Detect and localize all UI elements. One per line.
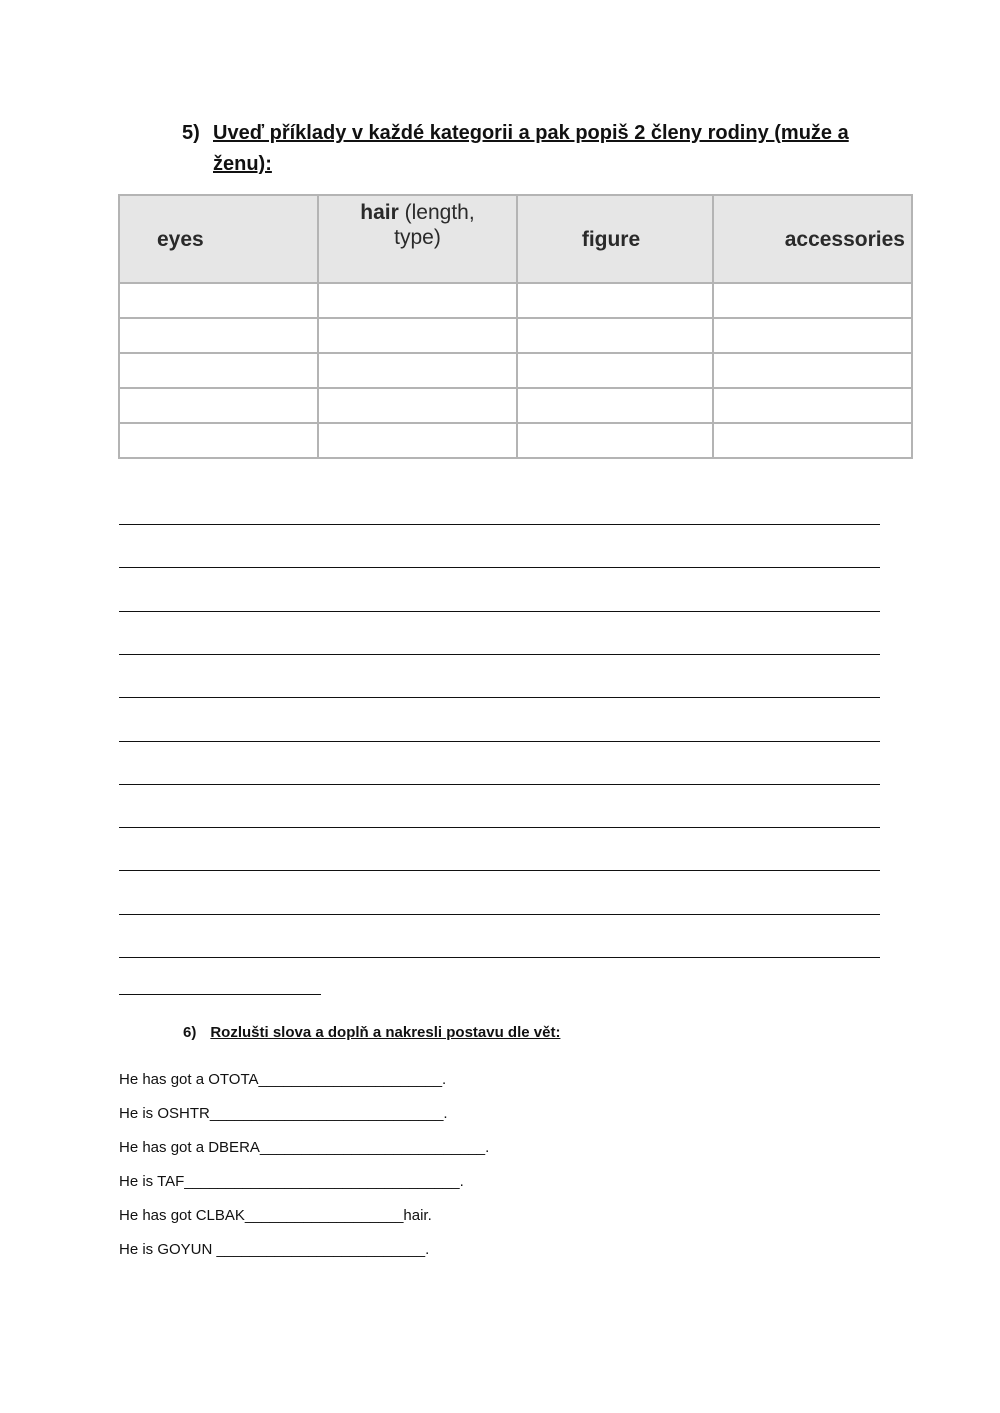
writing-line[interactable] <box>119 870 880 871</box>
table-cell[interactable] <box>713 423 912 458</box>
header-eyes: eyes <box>119 195 318 283</box>
table-cell[interactable] <box>318 388 517 423</box>
writing-line[interactable] <box>119 524 880 525</box>
writing-line[interactable] <box>119 914 880 915</box>
table-cell[interactable] <box>713 318 912 353</box>
writing-line[interactable] <box>119 611 880 612</box>
table-cell[interactable] <box>119 318 318 353</box>
sentence-item: He is GOYUN _________________________. <box>119 1241 430 1258</box>
table-row <box>119 318 912 353</box>
table-cell[interactable] <box>318 283 517 318</box>
table-cell[interactable] <box>517 318 713 353</box>
header-accessories: accessories <box>713 195 912 283</box>
header-hair: hair (length, type) <box>318 195 517 283</box>
sentence-item: He has got a DBERA___________________________. <box>119 1139 490 1156</box>
table-cell[interactable] <box>517 423 713 458</box>
table-row <box>119 388 912 423</box>
table-cell[interactable] <box>517 353 713 388</box>
header-figure: figure <box>517 195 713 283</box>
table-cell[interactable] <box>713 388 912 423</box>
table-cell[interactable] <box>517 388 713 423</box>
table-header-row <box>119 195 912 283</box>
table-cell[interactable] <box>119 283 318 318</box>
table-row <box>119 423 912 458</box>
table-cell[interactable] <box>119 353 318 388</box>
task-6-number: 6) <box>183 1024 197 1041</box>
writing-line[interactable] <box>119 567 880 568</box>
writing-line-short[interactable] <box>119 994 321 995</box>
table-cell[interactable] <box>119 423 318 458</box>
table-cell[interactable] <box>318 318 517 353</box>
table-row <box>119 283 912 318</box>
writing-line[interactable] <box>119 784 880 785</box>
sentence-item: He is TAF_________________________________. <box>119 1173 464 1190</box>
sentence-item: He is OSHTR____________________________. <box>119 1105 448 1122</box>
task-5-number: 5) <box>182 122 200 144</box>
task-5-heading <box>182 118 882 180</box>
sentence-item: He has got CLBAK___________________hair. <box>119 1207 432 1224</box>
sentence-item: He has got a OTOTA______________________. <box>119 1071 447 1088</box>
table-cell[interactable] <box>318 423 517 458</box>
table-cell[interactable] <box>517 283 713 318</box>
writing-line[interactable] <box>119 654 880 655</box>
writing-line[interactable] <box>119 741 880 742</box>
task-6-heading <box>183 1024 560 1041</box>
writing-line[interactable] <box>119 827 880 828</box>
writing-line[interactable] <box>119 957 880 958</box>
table-cell[interactable] <box>713 353 912 388</box>
table-cell[interactable] <box>318 353 517 388</box>
task-5-instruction: Uveď příklady v každé kategorii a pak popiš 2 členy rodiny (muže a ženu): <box>213 122 849 175</box>
writing-line[interactable] <box>119 697 880 698</box>
table-row <box>119 353 912 388</box>
table-cell[interactable] <box>119 388 318 423</box>
category-table <box>118 194 913 459</box>
table-cell[interactable] <box>713 283 912 318</box>
task-6-instruction: Rozlušti slova a doplň a nakresli postavu dle vět: <box>210 1024 561 1041</box>
